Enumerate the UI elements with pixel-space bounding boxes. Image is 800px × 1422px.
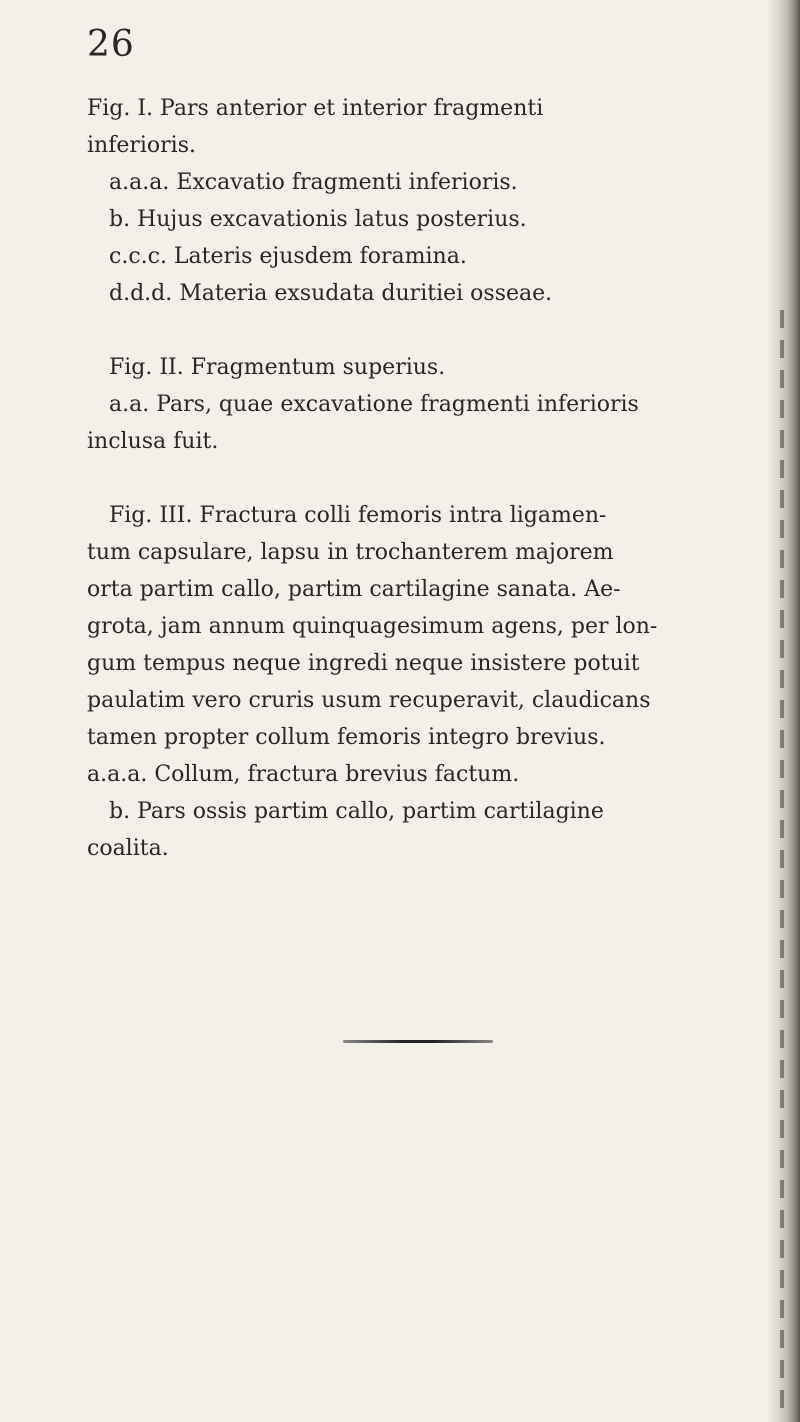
page-edge-shadow [766,0,800,1422]
figure-2-caption [87,349,767,460]
figure-captions [87,90,767,867]
caption-line: tum capsulare, lapsu in trochanterem majorem [87,540,614,565]
section-spacer [87,460,767,497]
caption-line: orta partim callo, partim cartilagine sanata. Ae- [87,577,621,602]
caption-item: b. Pars ossis partim callo, partim cartilagine [109,799,604,824]
caption-line: inferioris. [87,133,197,158]
figure-3-caption [87,497,767,867]
caption-line: paulatim vero cruris usum recuperavit, claudicans [87,688,651,713]
caption-item: b. Hujus excavationis latus posterius. [109,207,527,232]
section-spacer [87,312,767,349]
caption-heading: Fig. II. Fragmentum superius. [109,355,446,380]
caption-item: a.a.a. Excavatio fragmenti inferioris. [109,170,518,195]
caption-item: c.c.c. Lateris ejusdem foramina. [109,244,467,269]
figure-1-caption [87,90,767,312]
caption-heading: Fig. I. Pars anterior et interior fragmenti [87,96,544,121]
caption-heading: Fig. III. Fractura colli femoris intra ligamen- [109,503,607,528]
page-number: 26 [87,24,135,65]
section-divider-rule [343,1040,493,1043]
caption-item: a.a. Pars, quae excavatione fragmenti inferioris [109,392,639,417]
caption-line: coalita. [87,836,169,861]
caption-item: d.d.d. Materia exsudata duritiei osseae. [109,281,553,306]
caption-item: a.a.a. Collum, fractura brevius factum. [87,762,520,787]
caption-line: grota, jam annum quinquagesimum agens, per lon- [87,614,658,639]
caption-line: tamen propter collum femoris integro brevius. [87,725,606,750]
caption-line: inclusa fuit. [87,429,219,454]
caption-line: gum tempus neque ingredi neque insistere potuit [87,651,640,676]
